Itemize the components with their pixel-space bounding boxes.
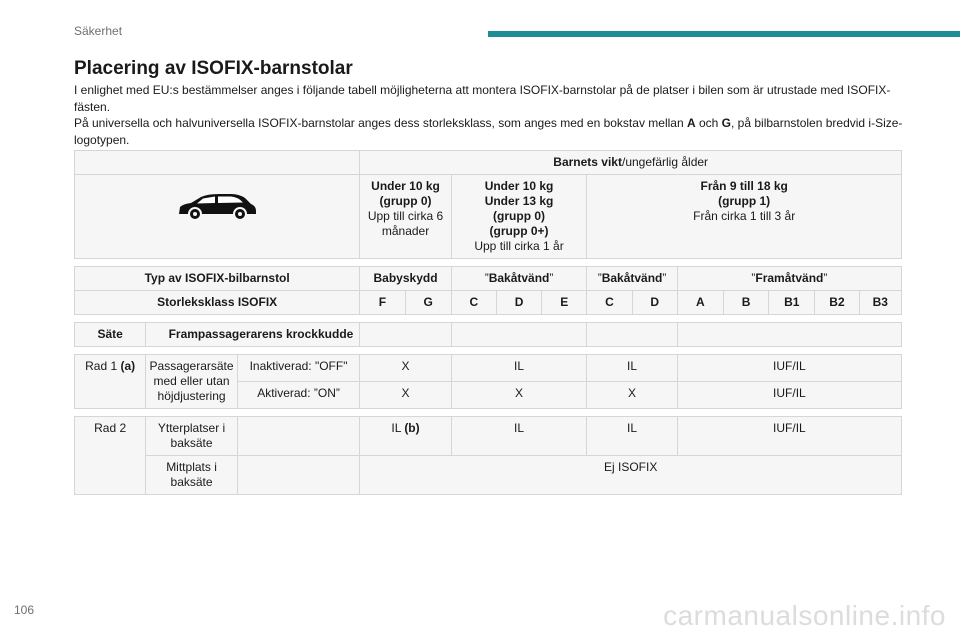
group-row (75, 175, 902, 259)
row2-middle-row (75, 456, 902, 495)
row1-off-row (75, 355, 902, 382)
spacer-row (75, 315, 902, 323)
size-class-row (75, 291, 902, 315)
intro-p2-part: På universella och halvuniversella ISOFIX-barnstolar anges dess storleksklass, som anges med en bokstav mellan (74, 116, 687, 130)
airbag-label: Frampassagerarens krockkudde (146, 323, 360, 347)
age-header-cell (360, 151, 902, 175)
group-1-cell (587, 175, 902, 259)
value-cell: IUF/IL (677, 417, 901, 456)
airbag-off-label: Inaktiverad: "OFF" (237, 355, 360, 382)
size-class-label: Storleksklass ISOFIX (75, 291, 360, 315)
passenger-seat-label: Passagerarsäte med eller utan höjdjustering (146, 355, 237, 409)
value-cell: IUF/IL (677, 382, 901, 409)
size-class-cell: A (677, 291, 723, 315)
group-0plus-weight-1: Under 10 kg (484, 179, 554, 193)
quote-open: ” (484, 271, 489, 285)
quote-open: ” (597, 271, 602, 285)
size-class-cell: C (587, 291, 632, 315)
value-cell: X (360, 382, 451, 409)
group-0plus-age: Upp till cirka 1 år (474, 239, 564, 253)
blank-cell (587, 323, 677, 347)
intro-p2-part: och (695, 116, 722, 130)
intro-p2-part: , på bilbarnstolen bredvid i-Size-logotypen. (74, 116, 903, 147)
age-header-row (75, 151, 902, 175)
blank-cell (451, 323, 587, 347)
type-rear-facing-1-label: Bakåtvänd (488, 271, 550, 285)
spacer-cell (75, 259, 902, 267)
quote-close: ” (662, 271, 667, 285)
value-cell: IL (451, 417, 587, 456)
type-label: Typ av ISOFIX-bilbarnstol (75, 267, 360, 291)
age-header-bold: Barnets vikt (553, 155, 622, 169)
type-rear-facing-1 (451, 267, 587, 291)
type-rear-facing-2-label: Bakåtvänd (601, 271, 663, 285)
seat-header-row (75, 323, 902, 347)
value-cell: IUF/IL (677, 355, 901, 382)
quote-close: ” (549, 271, 554, 285)
blank-cell (75, 151, 360, 175)
row2-outer-row (75, 417, 902, 456)
isofix-table (74, 150, 902, 495)
quote-open: ” (751, 271, 756, 285)
row1-note: (a) (120, 359, 136, 373)
group-0-age: Upp till cirka 6 månader (367, 209, 444, 238)
seat-label: Säte (75, 323, 146, 347)
group-1-name: (grupp 1) (718, 194, 771, 208)
blank-cell (237, 456, 360, 495)
value-cell: X (587, 382, 677, 409)
value-cell: IL (587, 355, 677, 382)
size-class-cell: F (360, 291, 405, 315)
no-isofix-cell: Ej ISOFIX (360, 456, 902, 495)
airbag-on-label: Aktiverad: ”ON” (237, 382, 360, 409)
type-rear-facing-2 (587, 267, 677, 291)
intro-p2-letter-a: A (686, 116, 696, 130)
page-number: 106 (14, 603, 35, 617)
value-cell (360, 417, 451, 456)
spacer-cell (75, 347, 902, 355)
intro-text (74, 82, 904, 148)
size-class-cell: C (451, 291, 496, 315)
car-icon-cell (75, 175, 360, 259)
group-1-age: Från cirka 1 till 3 år (693, 209, 796, 223)
watermark: carmanualsonline.info (663, 600, 946, 631)
type-forward-facing-label: Framåtvänd (755, 271, 824, 285)
car-icon (175, 193, 259, 221)
page-title: Placering av ISOFIX-barnstolar (74, 58, 353, 79)
blank-cell (677, 323, 901, 347)
blank-cell (360, 323, 451, 347)
value-cell: X (360, 355, 451, 382)
size-class-cell: B3 (859, 291, 901, 315)
value-cell: IL (451, 355, 587, 382)
size-class-cell: B2 (815, 291, 859, 315)
size-class-cell: B (723, 291, 768, 315)
value-note: (b) (404, 421, 420, 435)
section-header: Säkerhet (74, 24, 123, 38)
spacer-cell (75, 409, 902, 417)
middle-seat-label: Mittplats i baksäte (146, 456, 237, 495)
group-0plus-name-1: (grupp 0) (493, 209, 546, 223)
intro-p2-letter-g: G (721, 116, 731, 130)
spacer-row (75, 409, 902, 417)
group-0-cell (360, 175, 451, 259)
quote-close: ” (823, 271, 828, 285)
spacer-cell (75, 315, 902, 323)
intro-paragraph-2 (74, 115, 904, 148)
row1-label: Rad 1 (85, 359, 118, 373)
type-babyskydd: Babyskydd (360, 267, 451, 291)
age-header-rest: /ungefärlig ålder (621, 155, 709, 169)
group-0plus-name-2: (grupp 0+) (489, 224, 549, 238)
value-cell: IL (587, 417, 677, 456)
header-accent-bar (488, 31, 960, 37)
size-class-cell: D (632, 291, 677, 315)
spacer-row (75, 347, 902, 355)
value-cell: X (451, 382, 587, 409)
group-0plus-weight-2: Under 13 kg (484, 194, 554, 208)
outer-seats-label: Ytterplatser i baksäte (146, 417, 237, 456)
group-0-weight: Under 10 kg (371, 179, 440, 193)
type-row (75, 267, 902, 291)
spacer-row (75, 259, 902, 267)
size-class-cell: B1 (769, 291, 815, 315)
group-1-weight: Från 9 till 18 kg (700, 179, 788, 193)
type-forward-facing (677, 267, 901, 291)
intro-paragraph-1: I enlighet med EU:s bestämmelser anges i följande tabell möjligheterna att montera ISOFIX-barnstolar på de platser i bilen som är utrustade med ISOFIX-fästen. (74, 83, 891, 114)
size-class-cell: D (496, 291, 541, 315)
value-text: IL (391, 421, 405, 435)
blank-cell (237, 417, 360, 456)
row1-label-cell (75, 355, 146, 409)
size-class-cell: G (405, 291, 451, 315)
group-0-name: (grupp 0) (379, 194, 432, 208)
row2-label: Rad 2 (75, 417, 146, 495)
size-class-cell: E (542, 291, 587, 315)
group-0plus-cell (451, 175, 587, 259)
